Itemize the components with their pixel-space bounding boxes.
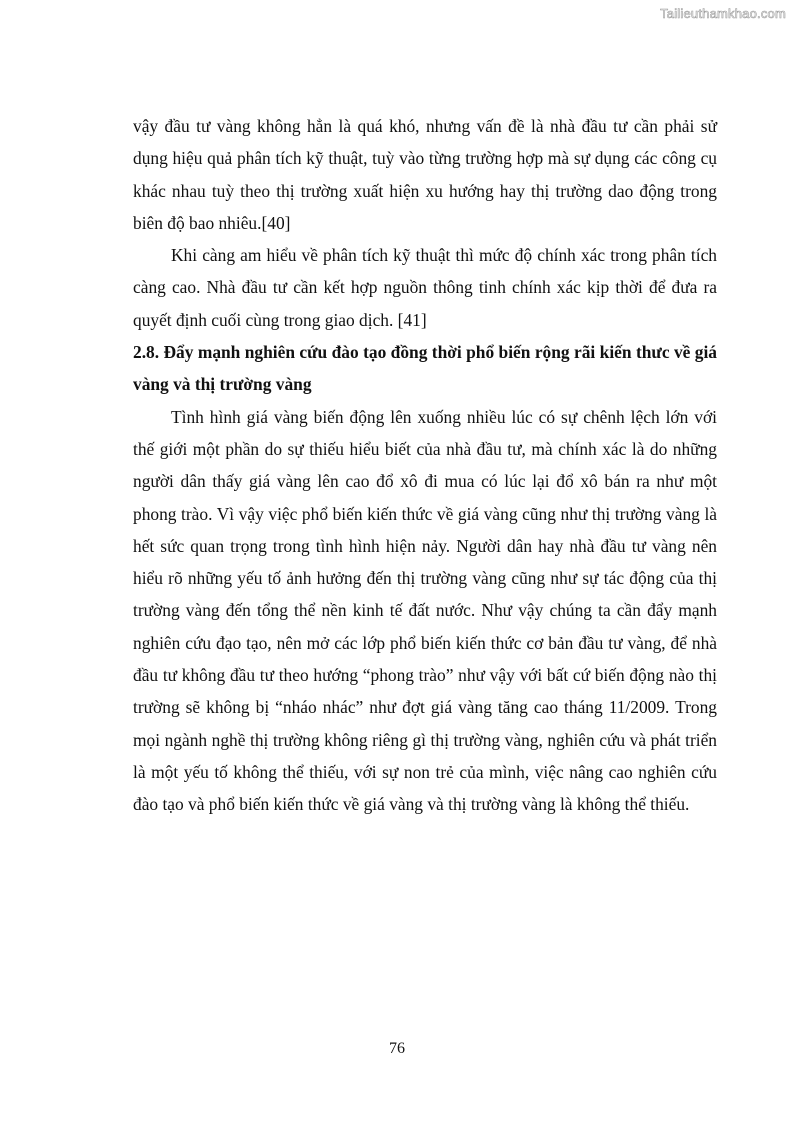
paragraph-continuation: vậy đầu tư vàng không hẳn là quá khó, nhưng vấn đề là nhà đầu tư cần phải sử dụng hiệu quả phân tích kỹ thuật, tuỳ vào từng trường hợp mà sự dụng các công cụ khác nhau tuỳ theo thị trường xuất hiện xu hướng hay thị trường dao động trong biên độ bao nhiêu.[40]: [133, 116, 717, 233]
paragraph-gold-market: Tình hình giá vàng biến động lên xuống nhiều lúc có sự chênh lệch lớn với thế giới một phần do sự thiếu hiểu biết của nhà đầu tư, mà chính xác là do những người dân thấy giá vàng lên cao đổ xô đi mua có lúc lại đổ xô bán ra như một phong trào. Vì vậy việc phổ biến kiến thức về giá vàng cũng như thị trường vàng là hết sức quan trọng trong tình hình hiện nảy. Người dân hay nhà đầu tư vàng nên hiểu rõ những yếu tố ảnh hưởng đến thị trường vàng cũng như sự tác động của thị trường vàng đến tổng thể nền kinh tế đất nước. Như vậy chúng ta cần đẩy mạnh nghiên cứu đạo tạo, nên mở các lớp phổ biến kiến thức cơ bản đầu tư vàng, để nhà đầu tư không đầu tư theo hướng “phong trào” như vậy với bất cứ biến động nào thị trường sẽ không bị “nháo nhác” như đợt giá vàng tăng cao tháng 11/2009. Trong mọi ngành nghề thị trường không riêng gì thị trường vàng, nghiên cứu và phát triển là một yếu tố không thể thiếu, với sự non trẻ của mình, việc nâng cao nghiên cứu đào tạo và phổ biến kiến thức về giá vàng và thị trường vàng là không thể thiếu.: [133, 406, 717, 815]
page-number: 76: [389, 1040, 405, 1057]
section-heading: 2.8. Đẩy mạnh nghiên cứu đào tạo đồng thời phổ biến rộng rãi kiến thưc về giá vàng và thị trường vàng: [133, 342, 717, 395]
watermark: Tailieuthamkhao.com: [660, 6, 786, 21]
paragraph-technical-analysis: Khi càng am hiểu về phân tích kỹ thuật thì mức độ chính xác trong phân tích càng cao. Nhà đầu tư cần kết hợp nguồn thông tinh chính xác kịp thời để đưa ra quyết định cuối cùng trong giao dịch. [41]: [133, 245, 717, 330]
document-body: [133, 110, 717, 821]
